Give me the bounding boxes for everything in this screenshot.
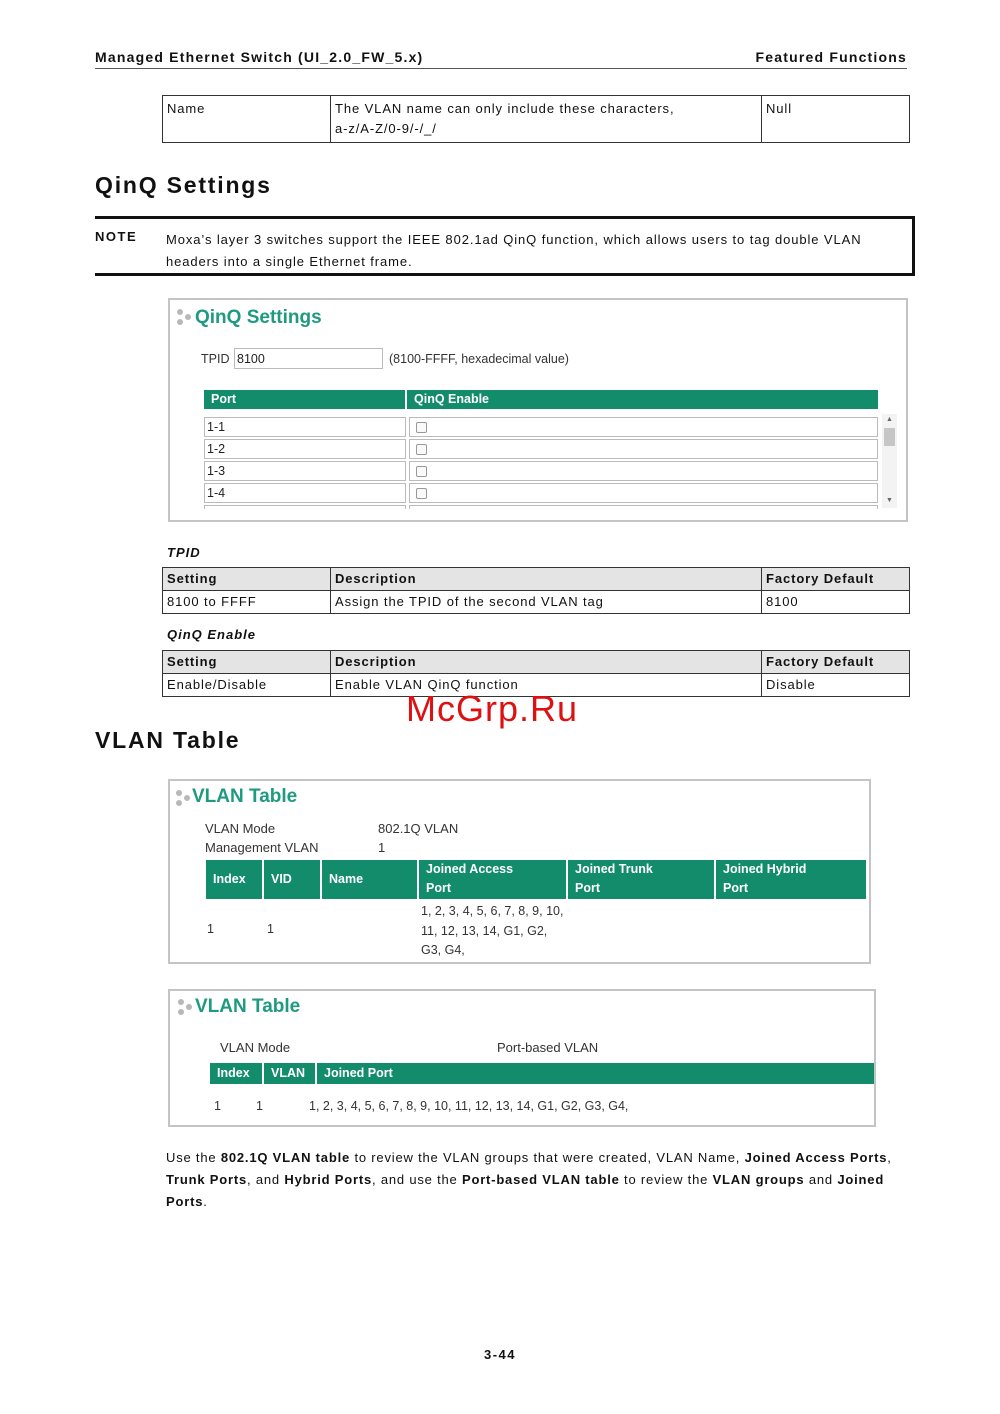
section-heading-vlan-table: VLAN Table xyxy=(95,727,241,753)
qinq-enable-cell xyxy=(409,505,878,509)
table-row xyxy=(204,439,878,459)
table-header-row xyxy=(163,568,910,591)
scroll-up-icon[interactable]: ▲ xyxy=(886,416,893,423)
panel-title: QinQ Settings xyxy=(195,307,322,328)
port-cell: 1-4 xyxy=(204,483,406,503)
qinq-enable-caption: QinQ Enable xyxy=(167,627,257,642)
table-row xyxy=(204,483,878,503)
note-box xyxy=(95,216,915,276)
header-line: Port xyxy=(723,881,748,895)
header-line: Joined Access xyxy=(426,862,514,876)
text-run: . xyxy=(203,1194,208,1209)
table-row-partial xyxy=(204,505,878,509)
vlan-port-based-table-header xyxy=(210,1063,874,1084)
vlan-mode-value: Port-based VLAN xyxy=(497,1040,599,1055)
header-line: Joined Hybrid xyxy=(723,862,807,876)
vlan-row-vid: 1 xyxy=(267,922,274,936)
header-line: Port xyxy=(575,881,600,895)
qinq-enable-cell xyxy=(409,417,878,437)
column-header-qinq-enable: QinQ Enable xyxy=(414,392,490,406)
management-vlan-value: 1 xyxy=(378,840,386,855)
text-run: to review the xyxy=(619,1172,713,1187)
port-cell: 1-2 xyxy=(204,439,406,459)
port-cell xyxy=(204,505,406,509)
bold-run: VLAN groups xyxy=(712,1172,805,1187)
table-row xyxy=(204,417,878,437)
note-label: NOTE xyxy=(95,229,138,244)
header-line: Joined Trunk xyxy=(575,862,653,876)
qinq-settings-panel xyxy=(168,298,908,522)
vlan-mode-value: 802.1Q VLAN xyxy=(378,821,459,836)
table-row xyxy=(163,96,910,143)
bold-run: Port-based VLAN table xyxy=(461,1172,620,1187)
name-setting-table xyxy=(162,95,910,143)
dots-icon xyxy=(177,309,193,327)
column-header-index: Index xyxy=(206,860,264,899)
scroll-down-icon[interactable]: ▼ xyxy=(886,497,893,504)
table-cell: 8100 to FFFF xyxy=(163,591,331,614)
table-cell: Disable xyxy=(762,674,910,697)
vlan-row-vlan: 1 xyxy=(256,1099,263,1113)
panel-title: VLAN Table xyxy=(192,786,298,807)
column-header-description: Description xyxy=(331,568,762,591)
table-row xyxy=(163,591,910,614)
vlan-8021q-table-header xyxy=(206,860,866,899)
text-run: , and use the xyxy=(372,1172,462,1187)
text-run: to review the VLAN groups that were created, VLAN Name, xyxy=(350,1150,745,1165)
tpid-hint: (8100-FFFF, hexadecimal value) xyxy=(389,352,569,366)
bold-run: Trunk Ports xyxy=(166,1172,248,1187)
note-text: Moxa’s layer 3 switches support the IEEE 802.1ad QinQ function, which allows users to tag double VLAN headers into a single Ethernet frame. xyxy=(166,232,862,269)
table-cell: Assign the TPID of the second VLAN tag xyxy=(331,591,762,614)
vlan-row-joined-access xyxy=(421,902,563,961)
table-cell xyxy=(331,96,762,143)
column-header-description: Description xyxy=(331,651,762,674)
name-desc-line2: a-z/A-Z/0-9/-/_/ xyxy=(335,121,437,136)
qinq-table-header xyxy=(204,390,878,409)
header-chapter-title: Featured Functions xyxy=(755,49,907,65)
management-vlan-label: Management VLAN xyxy=(205,840,319,855)
qinq-enable-checkbox[interactable] xyxy=(416,466,427,477)
column-header-joined-access-port xyxy=(419,860,568,899)
qinq-enable-cell xyxy=(409,439,878,459)
table-row xyxy=(204,461,878,481)
column-header-setting: Setting xyxy=(163,651,331,674)
qinq-enable-checkbox[interactable] xyxy=(416,488,427,499)
text-run: , and xyxy=(247,1172,285,1187)
port-cell: 1-3 xyxy=(204,461,406,481)
qinq-enable-checkbox[interactable] xyxy=(416,444,427,455)
name-desc-line1: The VLAN name can only include these characters, xyxy=(335,101,675,116)
table-cell: Enable VLAN QinQ function xyxy=(331,674,762,697)
access-ports-line: 11, 12, 13, 14, G1, G2, xyxy=(421,923,548,938)
access-ports-line: 1, 2, 3, 4, 5, 6, 7, 8, 9, 10, xyxy=(421,904,564,918)
panel-title: VLAN Table xyxy=(195,996,301,1017)
vlan-row-index: 1 xyxy=(214,1099,221,1113)
access-ports-line: G3, G4, xyxy=(421,943,465,957)
tpid-input[interactable] xyxy=(234,348,383,369)
column-header-setting: Setting xyxy=(163,568,331,591)
tpid-label: TPID xyxy=(201,352,230,366)
page-header xyxy=(95,49,907,69)
tpid-caption: TPID xyxy=(167,545,201,560)
dots-icon xyxy=(176,790,192,808)
column-header-factory-default: Factory Default xyxy=(762,651,910,674)
port-cell: 1-1 xyxy=(204,417,406,437)
text-run: Use the xyxy=(166,1150,221,1165)
column-header-vid: VID xyxy=(264,860,322,899)
text-run: , xyxy=(887,1150,892,1165)
header-line: Port xyxy=(426,881,451,895)
table-cell: Name xyxy=(163,96,331,143)
bold-run: Hybrid Ports xyxy=(284,1172,372,1187)
description-paragraph xyxy=(166,1147,911,1213)
qinq-enable-cell xyxy=(409,461,878,481)
column-header-vlan: VLAN xyxy=(264,1063,317,1084)
column-header-joined-hybrid-port xyxy=(716,860,866,899)
bold-run: Joined Ports xyxy=(166,1172,885,1209)
table-header-row xyxy=(163,651,910,674)
column-header-port: Port xyxy=(204,390,407,409)
vlan-row-joined-ports: 1, 2, 3, 4, 5, 6, 7, 8, 9, 10, 11, 12, 13, 14, G1, G2, G3, G4, xyxy=(309,1099,629,1113)
column-header-factory-default: Factory Default xyxy=(762,568,910,591)
bold-run: 802.1Q VLAN table xyxy=(220,1150,351,1165)
vlan-table-8021q-panel xyxy=(168,779,871,964)
watermark: McGrp.Ru xyxy=(406,688,579,729)
column-header-joined-port: Joined Port xyxy=(324,1066,393,1080)
section-heading-qinq: QinQ Settings xyxy=(95,172,272,198)
table-cell: Null xyxy=(762,96,910,143)
qinq-enable-cell xyxy=(409,483,878,503)
tpid-table xyxy=(162,567,910,614)
vlan-table-port-based-panel xyxy=(168,989,876,1127)
text-run: and xyxy=(804,1172,838,1187)
dots-icon xyxy=(178,999,194,1017)
header-manual-title: Managed Ethernet Switch (UI_2.0_FW_5.x) xyxy=(95,49,424,65)
qinq-enable-checkbox[interactable] xyxy=(416,422,427,433)
bold-run: Joined Access Ports xyxy=(744,1150,888,1165)
scrollbar-thumb[interactable] xyxy=(884,428,895,446)
vlan-row-index: 1 xyxy=(207,922,214,936)
page-number: 3-44 xyxy=(483,1347,517,1362)
column-header-joined-trunk-port xyxy=(568,860,716,899)
table-cell: Enable/Disable xyxy=(163,674,331,697)
column-header-name: Name xyxy=(322,860,419,899)
column-header-index: Index xyxy=(210,1063,264,1084)
qinq-scrollbar[interactable] xyxy=(882,414,897,508)
table-cell: 8100 xyxy=(762,591,910,614)
vlan-mode-label: VLAN Mode xyxy=(205,821,276,836)
vlan-mode-label: VLAN Mode xyxy=(220,1040,291,1055)
